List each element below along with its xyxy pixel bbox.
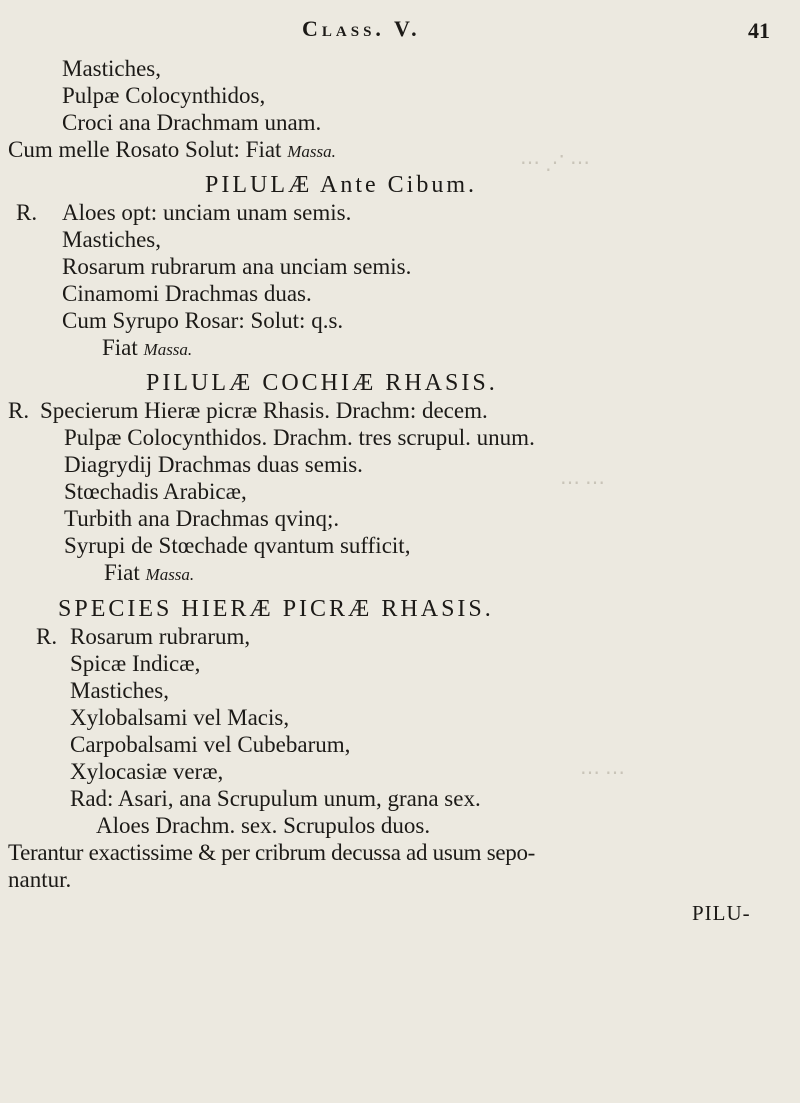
text-line: Specierum Hieræ picræ Rhasis. Drachm: decem. <box>40 398 488 423</box>
text-line <box>104 560 194 588</box>
bleed-through-mark: ⋯ ⋰ ⋯ <box>520 152 590 174</box>
text-line: Pulpæ Colocynthidos. Drachm. tres scrupul. unum. <box>64 425 535 450</box>
text-line: nantur. <box>8 867 72 892</box>
text-line: Xylobalsami vel Macis, <box>70 705 290 730</box>
catchword: PILU- <box>692 901 751 925</box>
text-line: Xylocasiæ veræ, <box>70 759 224 784</box>
text-line: Aloes Drachm. sex. Scrupulos duos. <box>96 813 431 838</box>
recipe-symbol: R. <box>16 200 38 225</box>
massa-label: Massa. <box>143 340 193 359</box>
text-line: Cinamomi Drachmas duas. <box>62 281 312 306</box>
recipe-symbol: R. <box>8 398 30 423</box>
massa-label: Massa. <box>145 565 195 584</box>
bleed-through-mark: ⋯ ⋯ <box>560 472 605 494</box>
text-line: Mastiches, <box>62 56 162 81</box>
text-line: Rad: Asari, ana Scrupulum unum, grana sex. <box>70 786 481 811</box>
text-line: Diagrydij Drachmas duas semis. <box>64 452 363 477</box>
massa-label: Massa. <box>287 142 336 161</box>
section-heading: PILULÆ Ante Cibum. <box>205 172 478 198</box>
text-line: Aloes opt: unciam unam semis. <box>62 200 352 225</box>
running-head: Class. V. <box>302 16 421 41</box>
text-line <box>102 335 192 363</box>
text-line: Mastiches, <box>62 227 162 252</box>
bleed-through-mark: ⋯ ⋯ <box>580 762 625 784</box>
text-line: Cum Syrupo Rosar: Solut: q.s. <box>62 308 344 333</box>
section-heading: PILULÆ COCHIÆ RHASIS. <box>146 370 498 396</box>
text-line: Rosarum rubrarum, <box>70 624 251 649</box>
recipe-symbol: R. <box>36 624 58 649</box>
text-line: Stœchadis Arabicæ, <box>64 479 247 504</box>
text-line <box>8 137 336 165</box>
text-line: Croci ana Drachmam unam. <box>62 110 322 135</box>
fiat-label: Fiat <box>104 560 140 585</box>
text-line: Syrupi de Stœchade qvantum sufficit, <box>64 533 411 558</box>
page-number: 41 <box>748 18 770 43</box>
text-span: Cum melle Rosato Solut: Fiat <box>8 137 282 162</box>
text-line: Carpobalsami vel Cubebarum, <box>70 732 351 757</box>
section-heading: SPECIES HIERÆ PICRÆ RHASIS. <box>58 596 494 622</box>
text-line: Rosarum rubrarum ana unciam semis. <box>62 254 412 279</box>
text-line: Mastiches, <box>70 678 170 703</box>
text-line: Turbith ana Drachmas qvinq;. <box>64 506 340 531</box>
text-line: Terantur exactissime & per cribrum decussa ad usum sepo- <box>8 840 536 865</box>
text-line: Pulpæ Colocynthidos, <box>62 83 266 108</box>
fiat-label: Fiat <box>102 335 138 360</box>
text-line: Spicæ Indicæ, <box>70 651 201 676</box>
